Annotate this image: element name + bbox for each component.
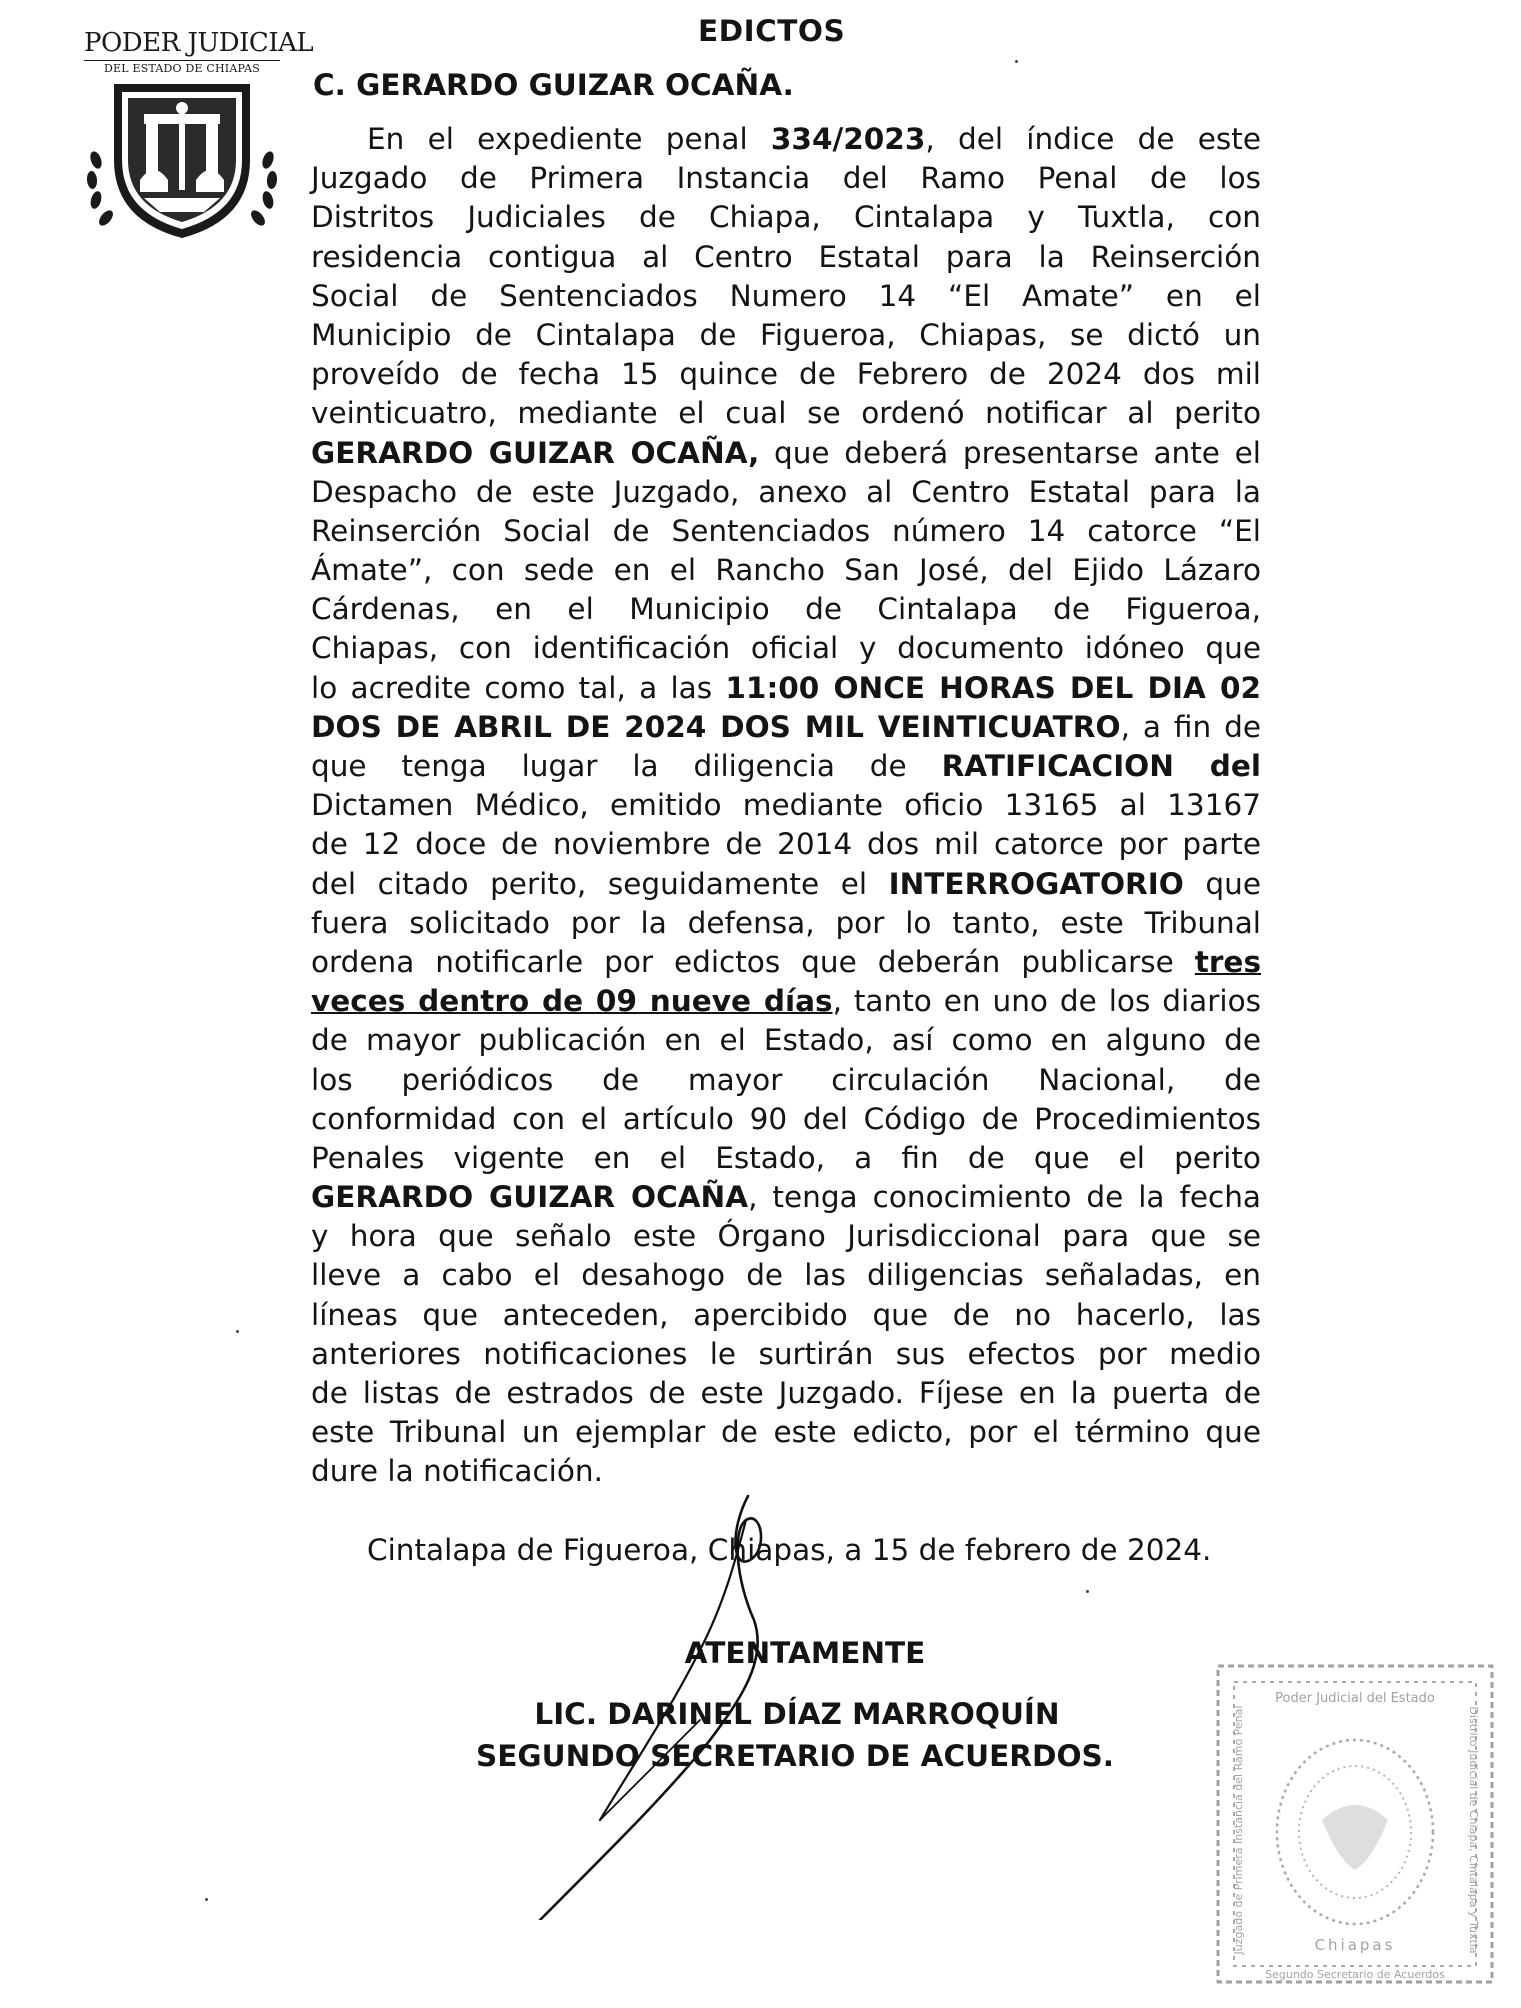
body-text: anteriores notificaciones le surtirán sus efectos por medio xyxy=(311,1336,1261,1371)
body-underlined-text: tres xyxy=(1194,944,1261,979)
body-line xyxy=(311,786,1261,825)
body-line xyxy=(311,551,1261,590)
document-heading: EDICTOS xyxy=(698,14,846,48)
body-text: Penales vigente en el Estado, a fin de que el perito xyxy=(311,1140,1261,1175)
body-line xyxy=(311,1217,1261,1256)
stamp-bottom-text: Chiapas xyxy=(1314,1936,1396,1954)
body-line xyxy=(311,1374,1261,1413)
body-text: dure la notificación. xyxy=(311,1454,604,1489)
body-text: Reinserción Social de Sentenciados número 14 catorce “El xyxy=(311,513,1261,548)
body-line xyxy=(311,394,1261,433)
body-text: que deberá presentarse ante el xyxy=(759,435,1261,470)
body-text: este Tribunal un ejemplar de este edicto, por el término que xyxy=(311,1415,1261,1450)
closing-text: ATENTAMENTE xyxy=(684,1636,926,1670)
body-line xyxy=(311,434,1261,473)
logo-subtitle: DEL ESTADO DE CHIAPAS xyxy=(84,60,280,75)
logo-title: PODER JUDICIAL xyxy=(84,28,314,58)
signer-name: LIC. DARINEL DÍAZ MARROQUÍN xyxy=(534,1697,1060,1731)
stamp-top-text: Poder Judicial del Estado xyxy=(1275,1691,1435,1706)
body-text: y hora que señalo este Órgano Jurisdiccional para que se xyxy=(311,1219,1261,1254)
body-line xyxy=(311,1452,1261,1491)
body-line xyxy=(311,1296,1261,1335)
body-text: de mayor publicación en el Estado, así como en alguno de xyxy=(311,1023,1261,1058)
shield-emblem-icon xyxy=(84,80,280,240)
stamp-left-text: Juzgado de Primera Instancia del Ramo Penal xyxy=(1232,1705,1245,1955)
place-date: Cintalapa de Figueroa, Chiapas, a 15 de febrero de 2024. xyxy=(367,1533,1212,1567)
body-text: fuera solicitado por la defensa, por lo tanto, este Tribunal xyxy=(311,905,1261,940)
scan-speck xyxy=(1086,1590,1089,1593)
body-underlined-text: veces dentro de 09 nueve días xyxy=(311,984,833,1019)
body-line xyxy=(311,159,1261,198)
body-line xyxy=(311,904,1261,943)
body-text: del citado perito, seguidamente el xyxy=(311,866,889,901)
body-text: Cárdenas, en el Municipio de Cintalapa de Figueroa, xyxy=(311,592,1261,627)
body-line xyxy=(311,1335,1261,1374)
body-line xyxy=(311,1256,1261,1295)
body-line xyxy=(311,473,1261,512)
scan-speck xyxy=(236,1330,239,1333)
body-bold-text: GERARDO GUIZAR OCAÑA, xyxy=(311,435,760,470)
body-text: , tenga conocimiento de la fecha xyxy=(748,1180,1261,1215)
body-line xyxy=(311,120,1261,159)
body-text: veinticuatro, mediante el cual se ordenó notificar al perito xyxy=(311,396,1261,431)
body-text: de 12 doce de noviembre de 2014 dos mil catorce por parte xyxy=(311,827,1261,862)
body-bold-text: INTERROGATORIO xyxy=(888,866,1184,901)
stamp-footer-text: Segundo Secretario de Acuerdos xyxy=(1265,1968,1445,1981)
signer-title: SEGUNDO SECRETARIO DE ACUERDOS. xyxy=(476,1739,1114,1773)
body-text: En el expediente penal xyxy=(367,122,771,156)
body-line xyxy=(311,1100,1261,1139)
body-text: , tanto en uno de los diarios xyxy=(832,984,1261,1019)
body-line xyxy=(311,316,1261,355)
body-text: lleve a cabo el desahogo de las diligencias señaladas, en xyxy=(311,1258,1261,1293)
body-bold-text: RATIFICACION del xyxy=(941,749,1261,783)
body-text: , a fin de xyxy=(1120,709,1261,744)
body-text: lo acredite como tal, a las xyxy=(311,670,726,705)
body-line xyxy=(311,512,1261,551)
body-line xyxy=(311,590,1261,629)
court-stamp xyxy=(1212,1660,1498,1988)
body-text: ordena notificarle por edictos que deberán publicarse xyxy=(311,944,1195,979)
body-bold-text: 11:00 ONCE HORAS DEL DIA 02 xyxy=(725,670,1261,705)
body-text: Juzgado de Primera Instancia del Ramo Penal de los xyxy=(311,161,1261,196)
body-line xyxy=(311,943,1261,982)
body-text: Social de Sentenciados Numero 14 “El Amate” en el xyxy=(311,278,1261,313)
body-text: los periódicos de mayor circulación Nacional, de xyxy=(311,1062,1261,1097)
body-text: de listas de estrados de este Juzgado. Fíjese en la puerta de xyxy=(311,1376,1261,1410)
body-line xyxy=(311,708,1261,747)
body-line xyxy=(311,238,1261,277)
body-line xyxy=(311,198,1261,237)
body-line xyxy=(311,1178,1261,1217)
body-text: Ámate”, con sede en el Rancho San José, del Ejido Lázaro xyxy=(311,553,1261,588)
body-line xyxy=(311,1139,1261,1178)
body-bold-text: DOS DE ABRIL DE 2024 DOS MIL VEINTICUATRO xyxy=(311,709,1121,744)
body-line xyxy=(311,747,1261,786)
body-line xyxy=(311,825,1261,864)
body-text: proveído de fecha 15 quince de Febrero de 2024 dos mil xyxy=(311,357,1261,392)
body-text: líneas que anteceden, apercibido que de no hacerlo, las xyxy=(311,1297,1261,1332)
body-text: residencia contigua al Centro Estatal para la Reinserción xyxy=(311,239,1261,274)
body-text: , del índice de este xyxy=(925,122,1262,156)
body-bold-text: 334/2023 xyxy=(770,122,926,156)
body-text: Distritos Judiciales de Chiapa, Cintalapa y Tuxtla, con xyxy=(311,200,1261,235)
body-line xyxy=(311,1061,1261,1100)
body-text: Dictamen Médico, emitido mediante oficio 13165 al 13167 xyxy=(311,788,1261,823)
addressee: C. GERARDO GUIZAR OCAÑA. xyxy=(313,68,794,102)
stamp-right-text: Distrito Judicial de Chiapa, Cintalapa y Tuxtla xyxy=(1467,1706,1480,1954)
body-line xyxy=(311,355,1261,394)
judicial-logo xyxy=(84,22,314,232)
body-line xyxy=(311,1021,1261,1060)
body-line xyxy=(311,277,1261,316)
scan-speck xyxy=(205,1898,208,1901)
body-line xyxy=(311,865,1261,904)
body-bold-text: GERARDO GUIZAR OCAÑA xyxy=(311,1180,749,1215)
body-line xyxy=(311,629,1261,668)
body-text: Municipio de Cintalapa de Figueroa, Chiapas, se dictó un xyxy=(311,317,1261,352)
body-text: Chiapas, con identificación oficial y documento idóneo que xyxy=(311,631,1261,666)
body-line xyxy=(311,1413,1261,1452)
body-line xyxy=(311,669,1261,708)
body-text: Despacho de este Juzgado, anexo al Centro Estatal para la xyxy=(311,474,1261,509)
body-paragraph xyxy=(311,120,1261,1492)
scan-speck xyxy=(1015,60,1018,63)
body-text: que tenga lugar la diligencia de xyxy=(311,749,942,783)
body-line xyxy=(311,982,1261,1021)
body-text: que xyxy=(1183,866,1261,901)
body-text: conformidad con el artículo 90 del Código de Procedimientos xyxy=(311,1101,1261,1136)
